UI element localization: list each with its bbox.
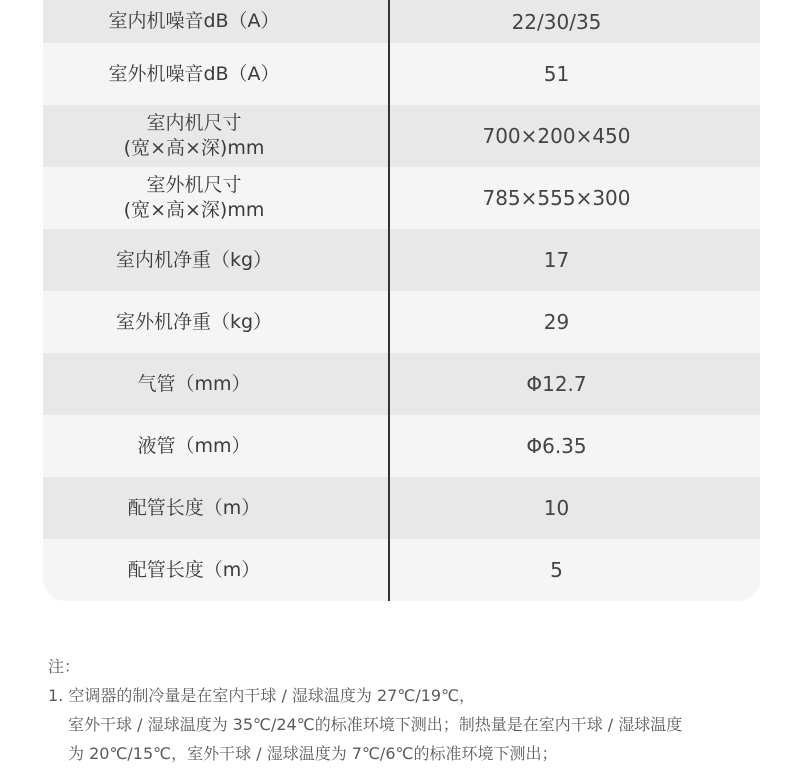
spec-value: Φ6.35	[526, 434, 587, 458]
notes-heading: 注：	[48, 657, 81, 676]
notes-line: 1. 空调器的制冷量是在室内干球 / 湿球温度为 27℃/19℃，	[48, 686, 476, 705]
spec-name	[43, 43, 345, 105]
spec-name-line: 室外机尺寸	[146, 174, 242, 196]
notes	[48, 652, 768, 768]
spec-name-line: (宽×高×深)mm	[123, 199, 265, 221]
spec-name-line: 配管长度（m）	[127, 558, 261, 581]
spec-row	[43, 105, 760, 167]
spec-row	[43, 477, 760, 539]
spec-name-line: 室外机噪音dB（A）	[108, 62, 280, 85]
spec-name	[43, 291, 345, 353]
spec-name	[43, 0, 345, 43]
spec-name	[43, 167, 345, 229]
spec-name-line: 室内机噪音dB（A）	[108, 10, 280, 32]
spec-name-line: 室内机净重（kg）	[115, 248, 273, 271]
spec-name-line: 室外机净重（kg）	[115, 310, 273, 333]
spec-row	[43, 229, 760, 291]
spec-row	[43, 539, 760, 601]
spec-name	[43, 539, 345, 601]
spec-name	[43, 229, 345, 291]
spec-name-line: 气管（mm）	[137, 372, 251, 395]
spec-value: 10	[543, 496, 570, 520]
spec-name	[43, 105, 345, 167]
spec-value: Φ12.7	[526, 372, 587, 396]
column-divider	[388, 0, 390, 601]
spec-table	[43, 0, 760, 601]
spec-row	[43, 43, 760, 105]
notes-line: 为 20℃/15℃，室外干球 / 湿球温度为 7℃/6℃的标准环境下测出；	[68, 744, 558, 763]
notes-line: 室外干球 / 湿球温度为 35℃/24℃的标准环境下测出；制热量是在室内干球 / 湿球温度	[68, 715, 683, 734]
spec-row	[43, 415, 760, 477]
spec-name	[43, 477, 345, 539]
spec-value: 22/30/35	[511, 9, 602, 34]
spec-name-line: 配管长度（m）	[127, 496, 261, 519]
spec-name-line: 室内机尺寸	[146, 112, 242, 134]
spec-value: 785×555×300	[482, 186, 631, 210]
spec-name	[43, 415, 345, 477]
spec-row	[43, 353, 760, 415]
spec-value: 17	[543, 248, 570, 272]
spec-row	[43, 0, 760, 43]
spec-value: 5	[550, 558, 563, 582]
spec-value: 51	[543, 62, 570, 86]
spec-name-line: (宽×高×深)mm	[123, 137, 265, 159]
spec-name	[43, 353, 345, 415]
spec-value: 700×200×450	[482, 124, 631, 148]
spec-row	[43, 167, 760, 229]
spec-value: 29	[543, 310, 570, 334]
spec-row	[43, 291, 760, 353]
spec-name-line: 液管（mm）	[137, 434, 251, 457]
